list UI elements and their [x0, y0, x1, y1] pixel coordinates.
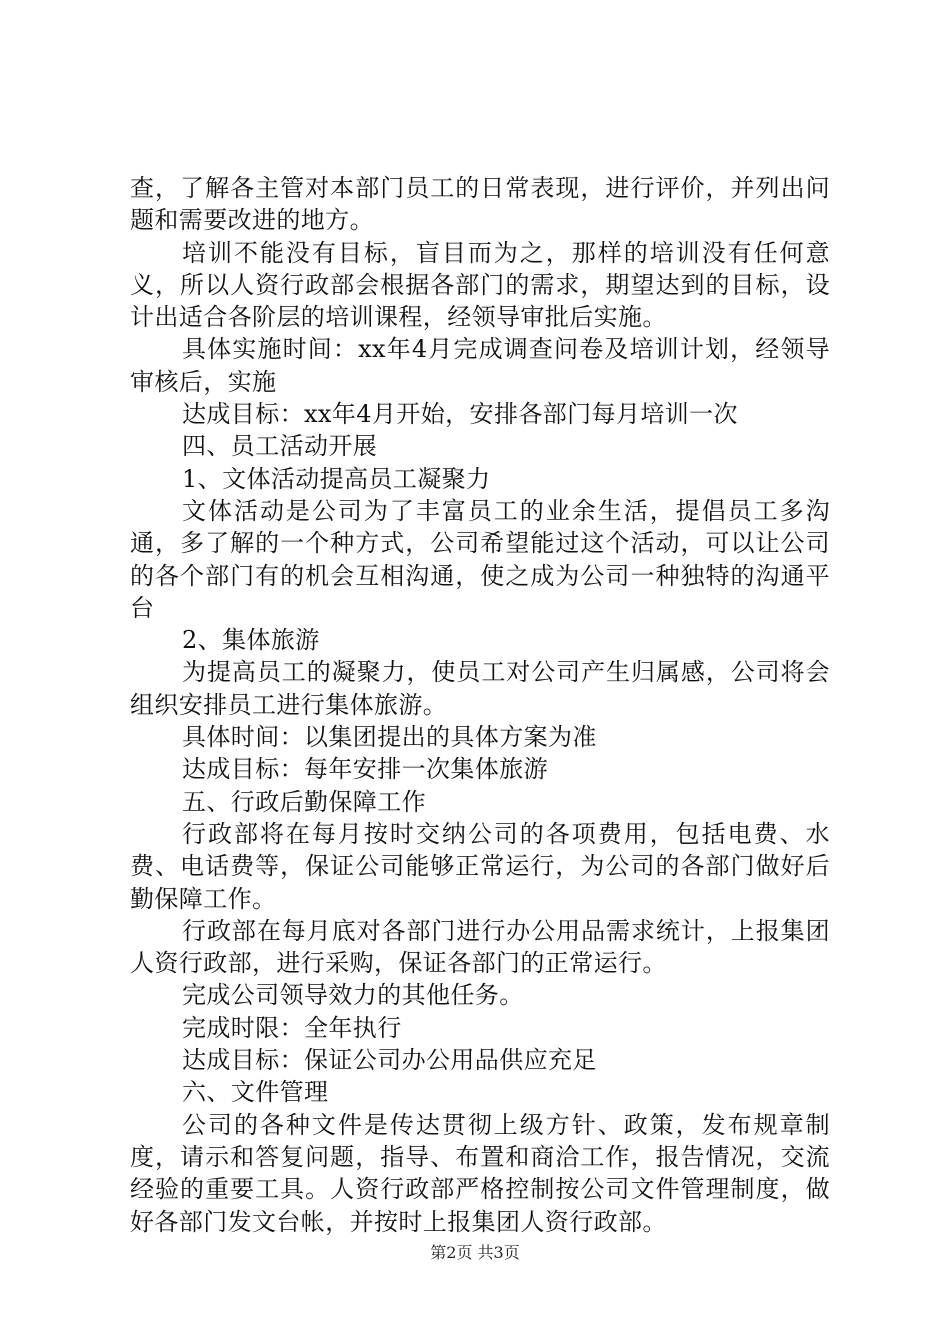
paragraph-7: 具体时间：以集团提出的具体方案为准 — [182, 723, 597, 752]
paragraph-1: 查，了解各主管对本部门员工的日常表现，进行评价，并列出问题和需要改进的地方。 — [130, 174, 830, 235]
paragraph-5: 文体活动是公司为了丰富员工的业余生活，提倡员工多沟通，多了解的一个种方式，公司希望能过这个活动，可以让公司的各个部门有的机会互相沟通，使之成为公司一种独特的沟通平台 — [130, 496, 830, 622]
paragraph-4: 达成目标：xx年4月开始，安排各部门每月培训一次 — [182, 400, 738, 429]
paragraph-13: 达成目标：保证公司办公用品供应充足 — [182, 1046, 597, 1075]
paragraph-2: 培训不能没有目标，盲目而为之，那样的培训没有任何意义，所以人资行政部会根据各部门的需求，期望达到的目标，设计出适合各阶层的培训课程，经领导审批后实施。 — [130, 238, 830, 332]
section-heading-4: 四、员工活动开展 — [182, 432, 378, 461]
subheading-1: 1、文体活动提高员工凝聚力 — [182, 464, 491, 493]
paragraph-14: 公司的各种文件是传达贯彻上级方针、政策，发布规章制度，请示和答复问题，指导、布置和商洽工作，报告情况，交流经验的重要工具。人资行政部严格控制按公司文件管理制度，做好各部门发文台帐，并按时上报集团人资行政部。 — [130, 1110, 830, 1236]
paragraph-3: 具体实施时间：xx年4月完成调查问卷及培训计划，经领导审核后，实施 — [130, 335, 830, 396]
paragraph-12: 完成时限：全年执行 — [182, 1013, 402, 1042]
paragraph-6: 为提高员工的凝聚力，使员工对公司产生归属感，公司将会组织安排员工进行集体旅游。 — [130, 658, 830, 719]
paragraph-11: 完成公司领导效力的其他任务。 — [182, 981, 524, 1010]
paragraph-10: 行政部在每月底对各部门进行办公用品需求统计，上报集团人资行政部，进行采购，保证各部门的正常运行。 — [130, 916, 830, 978]
paragraph-9: 行政部将在每月按时交纳公司的各项费用，包括电费、水费、电话费等，保证公司能够正常运行，为公司的各部门做好后勤保障工作。 — [130, 819, 830, 913]
document-body — [130, 172, 830, 1238]
subheading-2: 2、集体旅游 — [182, 626, 320, 655]
paragraph-8: 达成目标：每年安排一次集体旅游 — [182, 755, 548, 784]
page-number-footer: 第2页 共3页 — [430, 1243, 520, 1262]
section-heading-6: 六、文件管理 — [182, 1078, 329, 1107]
section-heading-5: 五、行政后勤保障工作 — [182, 787, 426, 816]
